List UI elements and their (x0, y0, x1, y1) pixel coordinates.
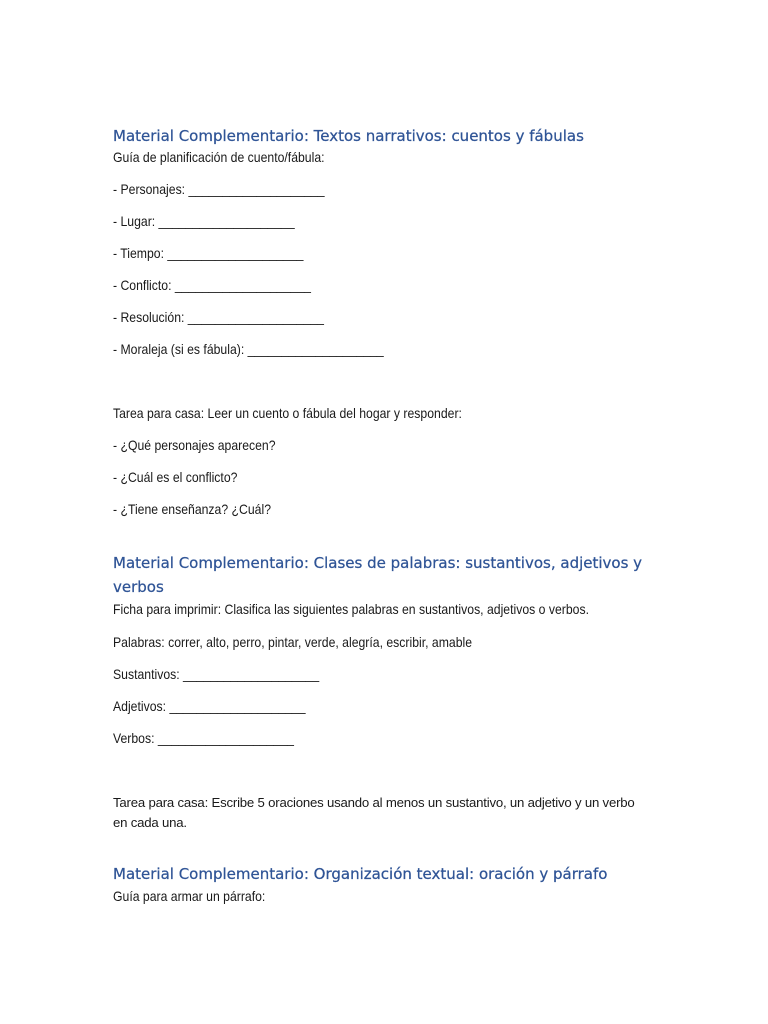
homework-question-ensenanza: - ¿Tiene enseñanza? ¿Cuál? (113, 502, 272, 517)
paragraph-guide-intro: Guía para armar un párrafo: (113, 889, 266, 904)
homework-question-personajes: - ¿Qué personajes aparecen? (113, 438, 276, 453)
worksheet-instructions: Ficha para imprimir: Clasifica las siguientes palabras en sustantivos, adjetivos o verbos. (113, 602, 590, 617)
field-moraleja: - Moraleja (si es fábula): ____________________ (113, 342, 384, 357)
section-heading-clases-de-palabras: Material Complementario: Clases de palabras: sustantivos, adjetivos y verbos (113, 554, 643, 596)
word-list: Palabras: correr, alto, perro, pintar, verde, alegría, escribir, amable (113, 635, 473, 650)
field-verbos: Verbos: ____________________ (113, 731, 294, 746)
field-conflicto: - Conflicto: ____________________ (113, 278, 311, 293)
field-sustantivos: Sustantivos: ____________________ (113, 667, 320, 682)
field-lugar: - Lugar: ____________________ (113, 214, 295, 229)
section-heading-textos-narrativos: Material Complementario: Textos narrativos: cuentos y fábulas (113, 127, 584, 145)
field-tiempo: - Tiempo: ____________________ (113, 246, 304, 261)
section-heading-organizacion-textual: Material Complementario: Organización textual: oración y párrafo (113, 865, 608, 883)
homework-oraciones: Tarea para casa: Escribe 5 oraciones usando al menos un sustantivo, un adjetivo y un verbo en cada una. (113, 795, 635, 830)
field-personajes: - Personajes: ____________________ (113, 182, 325, 197)
field-resolucion: - Resolución: ____________________ (113, 310, 324, 325)
field-adjetivos: Adjetivos: ____________________ (113, 699, 306, 714)
homework-question-conflicto: - ¿Cuál es el conflicto? (113, 470, 238, 485)
planning-guide-intro: Guía de planificación de cuento/fábula: (113, 150, 325, 165)
homework-intro: Tarea para casa: Leer un cuento o fábula del hogar y responder: (113, 406, 462, 421)
